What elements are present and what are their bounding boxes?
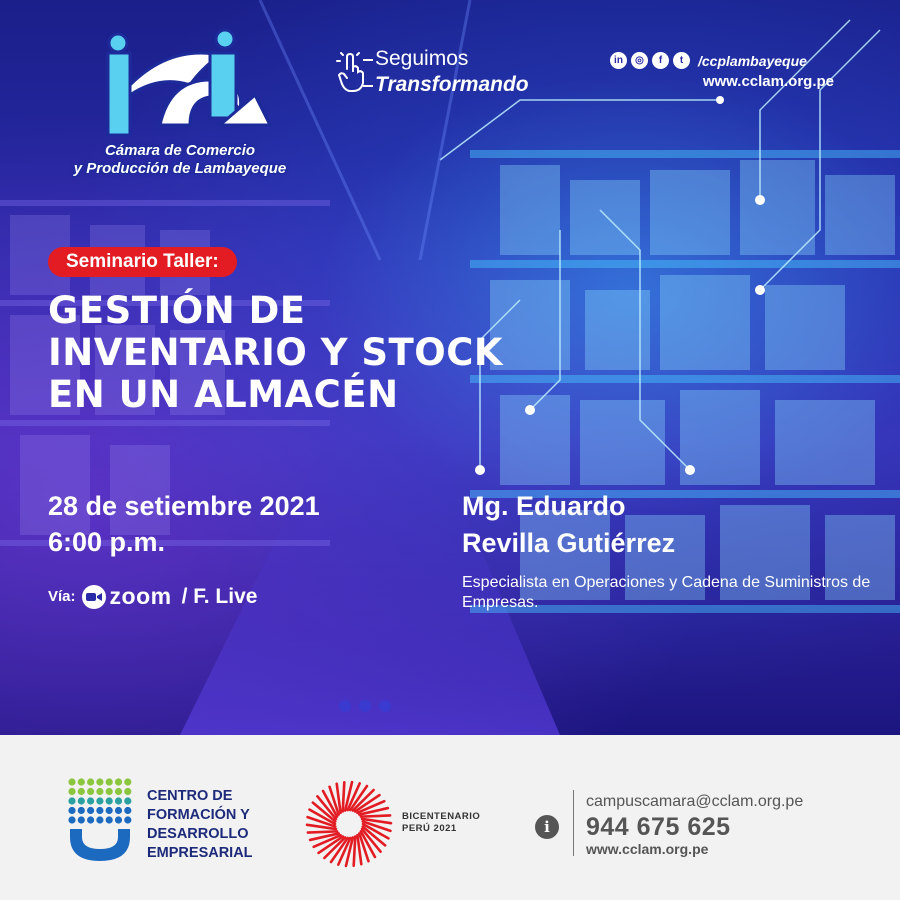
contact-phone[interactable]: 944 675 625	[586, 813, 731, 841]
zoom-label: zoom	[109, 583, 172, 609]
cfde-line1: CENTRO DE	[147, 788, 233, 804]
social-links	[610, 52, 807, 69]
chamber-name-line1: Cámara de Comercio	[104, 142, 256, 159]
campaign-line2: Transformando	[375, 73, 529, 96]
event-type-badge: Seminario Taller:	[48, 247, 237, 277]
bicentenario-line1: BICENTENARIO	[402, 811, 481, 822]
event-title	[48, 290, 568, 416]
speaker-description: Especialista en Operaciones y Cadena de Suministros de Empresas.	[462, 574, 871, 611]
via-label: Vía:	[48, 588, 76, 605]
speaker-name-line1: Mg. Eduardo	[462, 491, 626, 521]
info-icon: i	[535, 815, 559, 839]
event-title-line2: INVENTARIO Y STOCK	[48, 331, 504, 374]
zoom-camera-icon	[82, 585, 106, 609]
campaign-line1: Seguimos	[375, 47, 469, 70]
bicentenario-text	[402, 811, 480, 835]
instagram-icon[interactable]: ◎	[631, 52, 648, 69]
facebook-live-label: / F. Live	[181, 584, 258, 608]
cfde-line3: DESARROLLO	[147, 826, 249, 842]
website-link-bottom[interactable]: www.cclam.org.pe	[586, 841, 709, 857]
bicentenario-logo	[304, 779, 394, 869]
chamber-name	[60, 142, 300, 178]
linkedin-icon[interactable]: in	[610, 52, 627, 69]
facebook-icon[interactable]: f	[652, 52, 669, 69]
event-schedule	[48, 488, 320, 560]
contact-divider	[573, 790, 574, 856]
cfde-logo	[66, 777, 134, 863]
website-link-top[interactable]: www.cclam.org.pe	[702, 73, 834, 90]
event-title-line3: EN UN ALMACÉN	[48, 373, 399, 416]
event-time: 6:00 p.m.	[48, 527, 166, 557]
campaign-slogan	[335, 45, 595, 105]
cfde-line2: FORMACIÓN Y	[147, 807, 250, 823]
contact-email[interactable]: campuscamara@cclam.org.pe	[586, 793, 804, 810]
event-date: 28 de setiembre 2021	[48, 491, 320, 521]
bicentenario-line2: PERÚ 2021	[402, 823, 457, 834]
speaker-name-line2: Revilla Gutiérrez	[462, 528, 676, 558]
social-handle[interactable]: /ccplambayeque	[698, 52, 807, 69]
cfde-name	[147, 787, 253, 863]
cfde-line4: EMPRESARIAL	[147, 845, 253, 861]
event-title-line1: GESTIÓN DE	[48, 289, 306, 332]
twitter-icon[interactable]: t	[673, 52, 690, 69]
chamber-name-line2: y Producción de Lambayeque	[73, 160, 287, 177]
decorative-dots	[339, 700, 391, 712]
footer	[0, 735, 900, 900]
event-platform	[48, 583, 257, 610]
speaker-name	[462, 488, 675, 562]
